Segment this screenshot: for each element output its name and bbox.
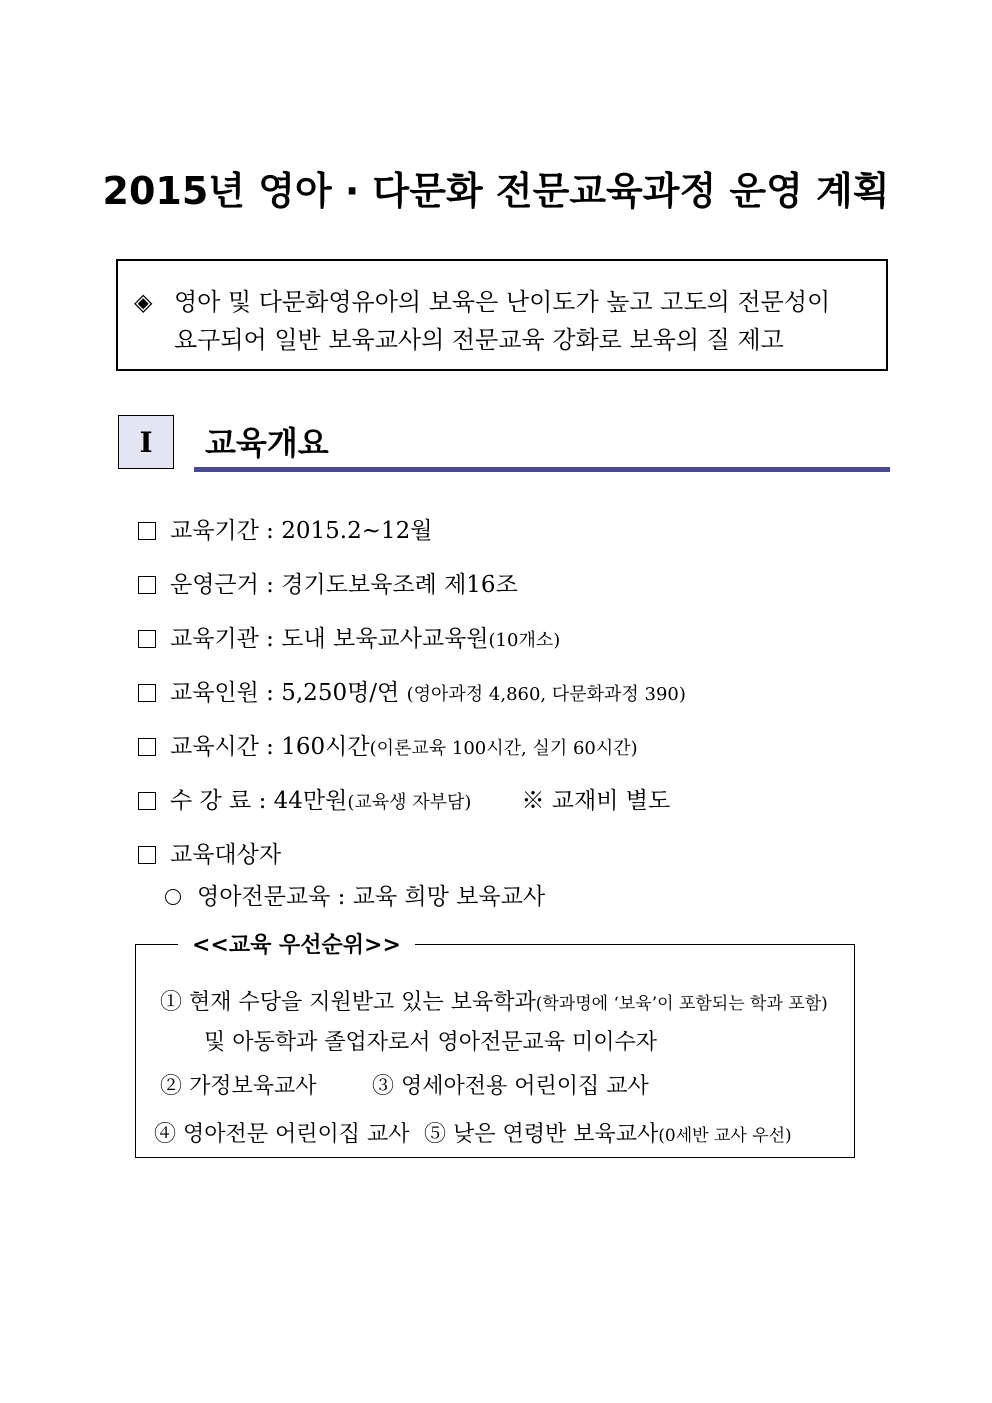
priority-1: ① 현재 수당을 지원받고 있는 보육학과(학과명에 ‘보육’이 포함되는 학과 포함) — [160, 990, 828, 1015]
checkbox-square-icon — [138, 792, 156, 810]
priority-label: <<교육 우선순위>> — [178, 928, 415, 959]
priority-2: ② 가정보육교사 — [160, 1074, 317, 1099]
summary-line-1: 영아 및 다문화영유아의 보육은 난이도가 높고 고도의 전문성이 — [174, 288, 831, 316]
item-legal-basis: 운영근거 : 경기도보육조례 제16조 — [138, 566, 518, 599]
section-number: I — [118, 415, 174, 469]
item-headcount: 교육인원 : 5,250명/연 (영아과정 4,860, 다문화과정 390) — [138, 674, 686, 707]
checkbox-square-icon — [138, 576, 156, 594]
item-education-period: 교육기간 : 2015.2~12월 — [138, 512, 432, 545]
section-divider — [194, 467, 890, 472]
textbook-note: ※ 교재비 별도 — [521, 788, 671, 814]
priority-box — [135, 944, 855, 1158]
sub-item-infant-education: 영아전문교육 : 교육 희망 보육교사 — [165, 878, 545, 911]
priority-4: ④ 영아전문 어린이집 교사 — [154, 1122, 410, 1147]
checkbox-square-icon — [138, 522, 156, 540]
priority-1-continued: 및 아동학과 졸업자로서 영아전문교육 미이수자 — [204, 1030, 658, 1055]
circle-bullet-icon — [165, 889, 181, 905]
priority-5: ⑤ 낮은 연령반 보육교사(0세반 교사 우선) — [424, 1122, 792, 1147]
item-institution: 교육기관 : 도내 보육교사교육원(10개소) — [138, 620, 560, 653]
checkbox-square-icon — [138, 684, 156, 702]
summary-text — [174, 283, 874, 359]
checkbox-square-icon — [138, 630, 156, 648]
checkbox-square-icon — [138, 738, 156, 756]
checkbox-square-icon — [138, 846, 156, 864]
priority-3: ③ 영세아전용 어린이집 교사 — [372, 1074, 649, 1099]
summary-box — [116, 259, 888, 371]
diamond-bullet-icon: ◈ — [134, 288, 153, 316]
summary-line-2: 요구되어 일반 보육교사의 전문교육 강화로 보육의 질 제고 — [174, 326, 784, 354]
item-target: 교육대상자 — [138, 836, 281, 869]
page-title: 2015년 영아 · 다문화 전문교육과정 운영 계획 — [102, 169, 890, 213]
section-title: 교육개요 — [205, 424, 329, 462]
item-hours: 교육시간 : 160시간(이론교육 100시간, 실기 60시간) — [138, 728, 638, 761]
item-tuition: 수 강 료 : 44만원(교육생 자부담) ※ 교재비 별도 — [138, 782, 670, 815]
